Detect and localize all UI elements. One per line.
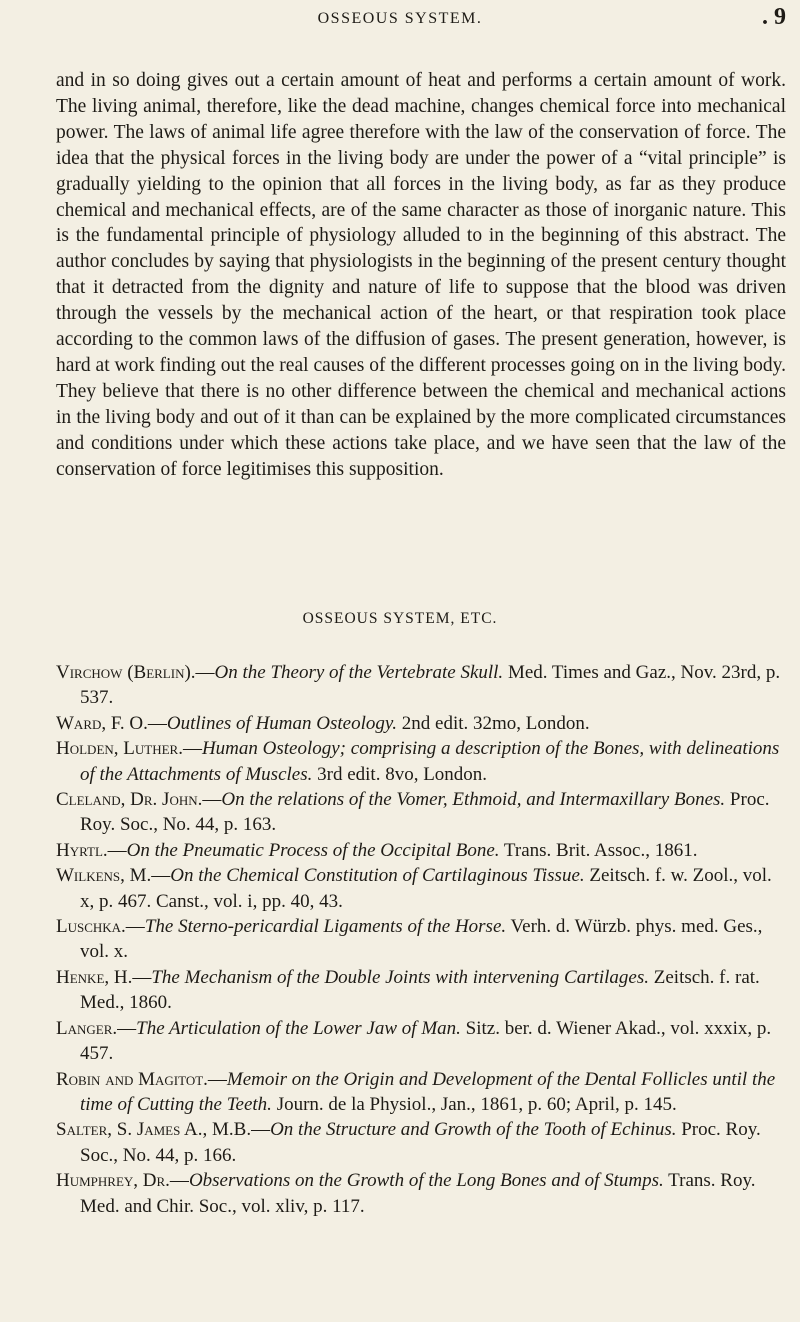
reference-item [56, 965, 786, 1016]
reference-author: Hyrtl.— [56, 839, 127, 861]
reference-author: Henke, H.— [56, 966, 152, 988]
reference-author: Holden, Luther.— [56, 738, 202, 760]
reference-title: Outlines of Human Osteology. [166, 712, 398, 734]
running-title: OSSEOUS SYSTEM. [317, 10, 483, 27]
reference-details: Sitz. ber. d. Wiener Akad., vol. xxxix, p. 457. [80, 1017, 772, 1065]
reference-title: On the Structure and Growth of the Tooth of Echinus. [270, 1119, 677, 1141]
reference-title: The Sterno-pericardial Ligaments of the Horse. [144, 916, 507, 938]
reference-details: Journ. de la Physiol., Jan., 1861, p. 60; April, p. 145. [271, 1093, 677, 1115]
reference-details: Trans. Brit. Assoc., 1861. [499, 839, 698, 861]
body-paragraph: and in so doing gives out a certain amount of heat and performs a certain amount of work. The living animal, therefore, like the dead machine, changes chemical force into mechanical power. The laws of animal life agree therefore with the law of the conservation of force. The idea that the physical forces in the living body are under the power of a “vital principle” is gradually yielding to the opinion that all forces in the living body, as far as they produce chemical and mechanical effects, are of the same character as those of inorganic nature. This is the fundamental principle of physiology alluded to in the beginning of this abstract. The author concludes by saying that physiologists in the beginning of the present century thought that it detracted from the dignity and nature of life to suppose that the blood was driven through the vessels by the mechanical action of the heart, or that respiration took place according to the common laws of the diffusion of gases. The present generation, however, is hard at work finding out the real causes of the different processes going on in the living body. They believe that there is no other difference between the chemical and mechanical actions in the living body and out of it than can be explained by the more complicated circumstances and conditions under which these actions take place, and we have seen that the law of the conservation of force legitimises this supposition. [56, 70, 786, 480]
running-head [0, 4, 800, 34]
reference-title: The Mechanism of the Double Joints with intervening Cartilages. [151, 966, 649, 988]
reference-details: Zeitsch. f. rat. Med., 1860. [80, 966, 760, 1014]
reference-item [56, 711, 786, 736]
reference-details: Proc. Roy. Soc., No. 44, p. 163. [80, 789, 770, 836]
page-number: . 9 [762, 4, 786, 30]
reference-details: Med. Times and Gaz., Nov. 23rd, p. 537. [80, 662, 781, 709]
reference-author: Salter, S. James A., M.B.— [56, 1119, 271, 1141]
reference-item [56, 1168, 786, 1219]
reference-item [56, 1117, 786, 1168]
reference-author: Virchow (Berlin).— [56, 662, 215, 683]
reference-item [56, 914, 786, 965]
reference-author: Wilkens, M.— [56, 865, 171, 887]
reference-details: Trans. Roy. Med. and Chir. Soc., vol. xliv, p. 117. [80, 1170, 756, 1217]
reference-title: The Articulation of the Lower Jaw of Man. [136, 1017, 461, 1039]
reference-item [56, 787, 786, 838]
reference-author: Robin and Magitot.— [56, 1068, 227, 1090]
reference-item [56, 838, 786, 863]
reference-item [56, 863, 786, 914]
reference-title: On the Theory of the Vertebrate Skull. [214, 662, 504, 683]
reference-author: Luschka.— [56, 916, 145, 938]
reference-title: On the Chemical Constitution of Cartilaginous Tissue. [170, 865, 585, 887]
reference-title: Memoir on the Origin and Development of the Dental Follicles until the time of Cutting the Teeth. [80, 1068, 776, 1115]
reference-author: Humphrey, Dr.— [56, 1170, 189, 1192]
reference-title: On the relations of the Vomer, Ethmoid, and Intermaxillary Bones. [221, 789, 726, 811]
reference-author: Cleland, Dr. John.— [56, 789, 222, 811]
reference-details: Zeitsch. f. w. Zool., vol. x, p. 467. Canst., vol. i, pp. 40, 43. [80, 865, 772, 912]
reference-item [56, 1016, 786, 1067]
reference-title: On the Pneumatic Process of the Occipital Bone. [126, 839, 500, 861]
reference-details: 2nd edit. 32mo, London. [397, 712, 590, 734]
reference-author: Ward, F. O.— [56, 712, 167, 734]
reference-title: Human Osteology; comprising a description of the Bones, with delineations of the Attachments of Muscles. [80, 738, 780, 785]
reference-list [56, 660, 786, 1219]
reference-details: Proc. Roy. Soc., No. 44, p. 166. [80, 1119, 761, 1166]
reference-title: Observations on the Growth of the Long Bones and of Stumps. [188, 1170, 664, 1192]
reference-details: 3rd edit. 8vo, London. [312, 763, 488, 785]
reference-item [56, 736, 786, 787]
reference-author: Langer.— [56, 1017, 137, 1039]
reference-item [56, 660, 786, 711]
section-heading: OSSEOUS SYSTEM, ETC. [302, 610, 498, 627]
reference-item [56, 1067, 786, 1118]
reference-details: Verh. d. Würzb. phys. med. Ges., vol. x. [80, 916, 763, 963]
